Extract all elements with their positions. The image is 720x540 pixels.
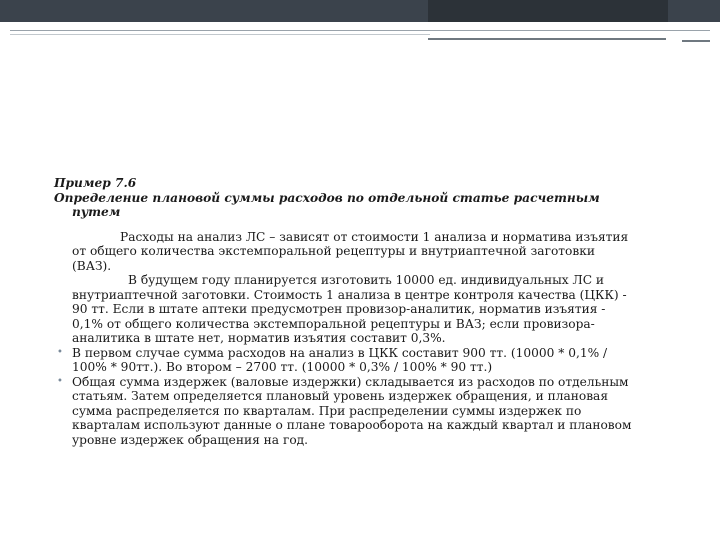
- header-rule-accent-short: [682, 40, 710, 42]
- bullet-1-line: 100% * 90тт.). Во втором – 2700 тт. (10000 * 0,3% / 100% * 90 тт.): [72, 360, 493, 374]
- bullet-1-line: В первом случае сумма расходов на анализ в ЦКК составит 900 тт. (10000 * 0,1% /: [72, 345, 608, 360]
- bullet-2-line: уровне издержек обращения на год.: [72, 432, 309, 447]
- example-heading-cont: путем: [72, 205, 121, 219]
- bullet-icon: •: [57, 346, 63, 358]
- paragraph-2-line: 0,1% от общего количества экстемпоральной рецептуры и ВАЗ; если провизора-: [72, 316, 595, 331]
- bullet-item-2: [54, 375, 694, 448]
- paragraph-1-line: от общего количества экстемпоральной рецептуры и внутриаптечной заготовки: [72, 244, 595, 258]
- paragraph-2-line: В будущем году планируется изготовить 10000 ед. индивидуальных ЛС и: [128, 273, 605, 287]
- example-heading: Определение плановой суммы расходов по отдельной статье расчетным: [54, 190, 600, 205]
- paragraph-1-line: (ВАЗ).: [72, 258, 112, 273]
- header-rule-accent: [428, 38, 666, 40]
- bullet-2-line: статьям. Затем определяется плановый уровень издержек обращения, и плановая: [72, 389, 609, 403]
- header-rule: [10, 30, 710, 31]
- bullet-item-1: [54, 346, 694, 375]
- slide-body: [54, 176, 694, 447]
- paragraph-2-line: аналитика в штате нет, норматив изъятия составит 0,3%.: [72, 331, 446, 345]
- paragraph-2-line: 90 тт. Если в штате аптеки предусмотрен провизор-аналитик, норматив изъятия -: [72, 302, 606, 316]
- bullet-2-line: сумма распределяется по кварталам. При распределении суммы издержек по: [72, 403, 582, 418]
- example-title: Пример 7.6: [54, 176, 137, 190]
- bullet-2-line: Общая сумма издержек (валовые издержки) складывается из расходов по отдельным: [72, 374, 629, 389]
- slide-top-bar-accent: [428, 0, 668, 22]
- bullet-2-line: кварталам используют данные о плане товарооборота на каждый квартал и плановом: [72, 418, 632, 432]
- header-rule-thin: [10, 34, 430, 35]
- paragraph-2-line: внутриаптечной заготовки. Стоимость 1 анализа в центре контроля качества (ЦКК) -: [72, 287, 627, 302]
- bullet-icon: •: [57, 375, 63, 387]
- paragraph-1-line: Расходы на анализ ЛС – зависят от стоимости 1 анализа и норматива изъятия: [120, 229, 629, 244]
